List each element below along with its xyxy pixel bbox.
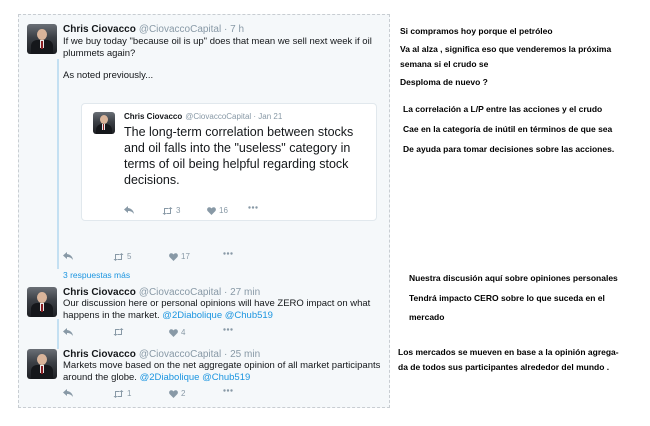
tweet-text [63, 298, 383, 322]
tweet-author [63, 287, 260, 298]
like-button[interactable] [169, 328, 185, 337]
heart-icon [169, 253, 178, 261]
reply-icon [63, 328, 73, 336]
avatar[interactable] [27, 349, 57, 379]
annotation-text: da de todos sus participantes alrededor del mundo . [398, 362, 610, 372]
more-dots-icon [223, 389, 233, 392]
more-button[interactable] [223, 389, 233, 392]
reply-button[interactable] [63, 389, 73, 397]
annotation-text: Nuestra discusión aquí sobre opiniones personales [409, 273, 618, 283]
quoted-text-line: and oil falls into the "useless" category in [124, 141, 351, 155]
more-dots-icon [223, 252, 233, 255]
retweet-icon [113, 390, 124, 398]
heart-icon [169, 329, 178, 337]
annotation-text: mercado [409, 312, 445, 322]
more-button[interactable] [248, 206, 258, 209]
tweet-text-line: plummets again? [63, 48, 136, 59]
author-name[interactable]: Chris Ciovacco [63, 24, 136, 35]
quoted-tweet-actions [124, 206, 324, 218]
tweet-actions [63, 252, 263, 264]
author-handle[interactable]: @CiovaccoCapital [185, 112, 252, 121]
more-replies-link[interactable]: 3 respuestas más [63, 270, 131, 280]
retweet-count: 5 [127, 252, 132, 261]
tweet-author [63, 349, 260, 360]
thread-connector [57, 319, 59, 349]
like-button[interactable] [207, 206, 228, 215]
author-handle[interactable]: @CiovaccoCapital [138, 287, 222, 298]
tweet-text-line: If we buy today "because oil is up" does that mean we sell next week if oil [63, 36, 372, 47]
retweet-icon [162, 207, 173, 215]
annotation-text: semana si el crudo se [400, 59, 489, 69]
heart-icon [169, 390, 178, 398]
tweet-actions [63, 328, 263, 340]
reply-button[interactable] [63, 252, 73, 260]
avatar[interactable] [27, 287, 57, 317]
tweet-thread-panel [18, 14, 390, 408]
reply-icon [63, 252, 73, 260]
tweet-text-line [63, 372, 383, 384]
like-button[interactable] [169, 389, 185, 398]
annotation-text: Tendrá impacto CERO sobre lo que suceda en el [409, 293, 605, 303]
author-handle[interactable]: @CiovaccoCapital [138, 349, 222, 360]
more-button[interactable] [223, 328, 233, 331]
tweet-text-line: Our discussion here or personal opinions will have ZERO impact on what [63, 298, 371, 309]
quoted-text-line: decisions. [124, 173, 180, 187]
tweet-text-line: Markets move based on the net aggregate opinion of all market participants [63, 360, 381, 371]
tweet-text-fragment: around the globe. [63, 372, 137, 383]
reply-button[interactable] [63, 328, 73, 336]
annotation-text: Va al alza , significa eso que venderemos la próxima [400, 44, 612, 54]
tweet-text-fragment: happens in the market. [63, 310, 160, 321]
quoted-tweet-text [124, 124, 374, 188]
more-dots-icon [223, 328, 233, 331]
author-name[interactable]: Chris Ciovacco [63, 349, 136, 360]
retweet-count: 1 [127, 389, 132, 398]
tweet-time[interactable]: · 7 h [224, 24, 245, 35]
annotation-text: Si compramos hoy porque el petróleo [400, 26, 553, 36]
heart-icon [207, 207, 216, 215]
tweet-time[interactable]: · 25 min [224, 349, 261, 360]
more-dots-icon [248, 206, 258, 209]
author-name[interactable]: Chris Ciovacco [124, 112, 183, 121]
tweet-text-line: As noted previously... [63, 70, 154, 81]
retweet-button[interactable] [162, 206, 180, 215]
mention-link[interactable]: @2Diabolique [139, 372, 200, 383]
avatar[interactable] [27, 24, 57, 54]
avatar [93, 112, 115, 134]
reply-button[interactable] [124, 206, 134, 214]
annotation-text: La correlación a L/P entre las acciones y el crudo [403, 104, 603, 114]
annotation-text: De ayuda para tomar decisiones sobre las acciones. [403, 144, 615, 154]
annotation-text: Cae en la categoría de inútil en términos de que sea [403, 124, 613, 134]
like-count: 16 [219, 206, 228, 215]
reply-icon [63, 389, 73, 397]
retweet-count: 3 [176, 206, 181, 215]
like-count: 2 [181, 389, 186, 398]
mention-link[interactable]: @Chub519 [202, 372, 251, 383]
thread-connector [57, 59, 59, 269]
tweet-author [63, 24, 244, 35]
like-button[interactable] [169, 252, 190, 261]
tweet-text-line [63, 310, 383, 322]
tweet-text [63, 36, 383, 82]
reply-icon [124, 206, 134, 214]
retweet-icon [113, 328, 124, 336]
more-button[interactable] [223, 252, 233, 255]
retweet-icon [113, 253, 124, 261]
retweet-button[interactable] [113, 328, 124, 336]
author-handle[interactable]: @CiovaccoCapital [138, 24, 222, 35]
author-name[interactable]: Chris Ciovacco [63, 287, 136, 298]
mention-link[interactable]: @Chub519 [224, 310, 273, 321]
quoted-text-line: terms of oil being helpful regarding stock [124, 157, 349, 171]
annotation-text: Los mercados se mueven en base a la opinión agrega- [398, 347, 619, 357]
annotation-text: Desploma de nuevo ? [400, 77, 488, 87]
retweet-button[interactable] [113, 252, 131, 261]
tweet-actions [63, 389, 263, 401]
quoted-tweet-author [124, 112, 282, 121]
tweet-text [63, 360, 383, 384]
like-count: 4 [181, 328, 186, 337]
quoted-text-line: The long-term correlation between stocks [124, 125, 354, 139]
tweet-time[interactable]: · Jan 21 [253, 112, 283, 121]
quoted-tweet-card[interactable] [81, 103, 377, 221]
retweet-button[interactable] [113, 389, 131, 398]
tweet-time[interactable]: · 27 min [224, 287, 261, 298]
like-count: 17 [181, 252, 190, 261]
mention-link[interactable]: @2Diabolique [162, 310, 223, 321]
